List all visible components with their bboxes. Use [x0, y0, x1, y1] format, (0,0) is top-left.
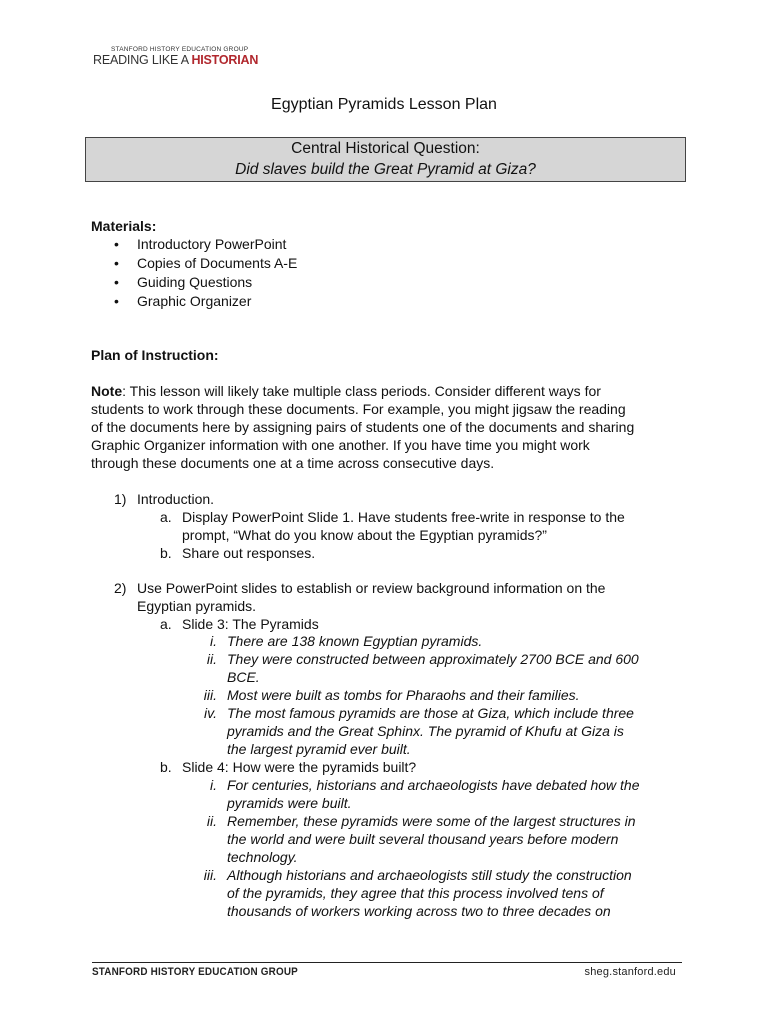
sub-label: a. — [160, 616, 172, 632]
item-text: thousands of workers working across two to three decades on — [227, 903, 611, 919]
materials-item: Guiding Questions — [137, 274, 253, 290]
roman-numeral: ii. — [206, 651, 217, 667]
item-text: Remember, these pyramids were some of the largest structures in — [227, 813, 636, 829]
roman-numeral: iii. — [203, 687, 217, 703]
step-text: Use PowerPoint slides to establish or review background information on the — [137, 580, 606, 596]
logo-subtitle: STANFORD HISTORY EDUCATION GROUP — [111, 46, 249, 53]
materials-item: Graphic Organizer — [137, 293, 252, 309]
logo-text-c: RIAN — [228, 53, 259, 67]
note-line: students to work through these documents. For example, you might jigsaw the reading — [91, 401, 626, 417]
logo-text-a: READING LIKE A — [93, 53, 192, 67]
bullet-icon: • — [114, 236, 119, 252]
item-text: pyramids were built. — [227, 795, 352, 811]
roman-numeral: iii. — [203, 867, 217, 883]
step-text: Egyptian pyramids. — [137, 598, 257, 614]
logo — [93, 53, 258, 67]
item-text: BCE. — [227, 669, 260, 685]
note-line: of the documents here by assigning pairs of students one of the documents and sharing — [91, 419, 635, 435]
central-question-text: Did slaves build the Great Pyramid at Giza? — [235, 161, 536, 178]
materials-heading: Materials: — [91, 218, 157, 234]
item-text: pyramids and the Great Sphinx. The pyramid of Khufu at Giza is — [227, 723, 624, 739]
item-text: the largest pyramid ever built. — [227, 741, 411, 757]
logo-text-o: O — [218, 53, 229, 67]
item-text: the world and were built several thousand years before modern — [227, 831, 619, 847]
roman-numeral: i. — [210, 777, 217, 793]
step-text: Introduction. — [137, 491, 215, 507]
item-text: of the pyramids, they agree that this process involved tens of — [227, 885, 604, 901]
materials-item: Copies of Documents A-E — [137, 255, 298, 271]
item-text: technology. — [227, 849, 298, 865]
sub-label: b. — [160, 545, 172, 561]
footer-url: sheg.stanford.edu — [584, 966, 676, 978]
logo-text-b: HIST — [191, 53, 219, 67]
roman-numeral: i. — [210, 633, 217, 649]
note-label: Note — [91, 383, 123, 399]
plan-heading: Plan of Instruction: — [91, 347, 219, 363]
document-title: Egyptian Pyramids Lesson Plan — [271, 96, 497, 113]
note-line — [91, 382, 601, 400]
item-text: They were constructed between approximately 2700 BCE and 600 — [227, 651, 639, 667]
step-number: 1) — [114, 491, 127, 507]
sub-label: a. — [160, 509, 172, 525]
bullet-icon: • — [114, 274, 119, 290]
sub-text: prompt, “What do you know about the Egyptian pyramids?” — [182, 527, 547, 543]
item-text: For centuries, historians and archaeologists have debated how the — [227, 777, 640, 793]
step-number: 2) — [114, 580, 127, 596]
bullet-icon: • — [114, 293, 119, 309]
footer-divider — [92, 962, 682, 963]
footer-org: STANFORD HISTORY EDUCATION GROUP — [92, 966, 298, 978]
note-line: through these documents one at a time across consecutive days. — [91, 455, 495, 471]
sub-text: Display PowerPoint Slide 1. Have students free-write in response to the — [182, 509, 625, 525]
sub-text: Share out responses. — [182, 545, 316, 561]
item-text: There are 138 known Egyptian pyramids. — [227, 633, 483, 649]
central-question-label: Central Historical Question: — [291, 140, 480, 157]
item-text: Although historians and archaeologists still study the construction — [227, 867, 632, 883]
roman-numeral: ii. — [206, 813, 217, 829]
central-question-box — [85, 137, 686, 182]
sub-text: Slide 3: The Pyramids — [182, 616, 319, 632]
roman-numeral: iv. — [204, 705, 217, 721]
item-text: Most were built as tombs for Pharaohs and their families. — [227, 687, 580, 703]
item-text: The most famous pyramids are those at Giza, which include three — [227, 705, 634, 721]
note-text: : This lesson will likely take multiple class periods. Consider different ways for — [122, 383, 601, 399]
note-line: Graphic Organizer information with one another. If you have time you might work — [91, 437, 590, 453]
sub-label: b. — [160, 759, 172, 775]
sub-text: Slide 4: How were the pyramids built? — [182, 759, 417, 775]
bullet-icon: • — [114, 255, 119, 271]
materials-item: Introductory PowerPoint — [137, 236, 287, 252]
